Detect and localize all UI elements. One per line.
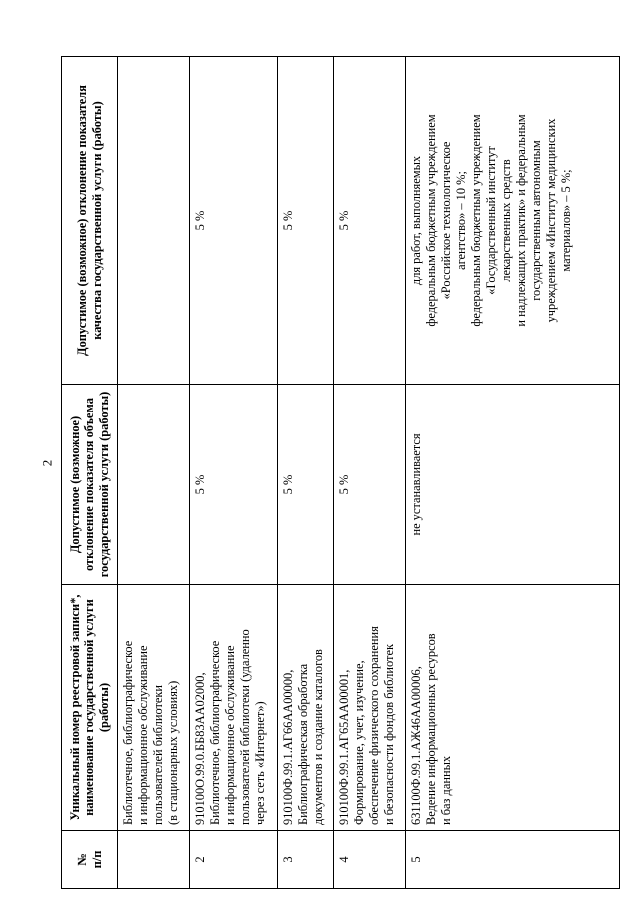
- row-quality: для работ, выполняемых федеральным бюджетным учреждением «Российское технологическое агентство» – 10 %; федеральным бюджетным учреждением «Государственный институт лекарственных средств и надлежащих практик» и федеральным государственным автономным учреждением «Институт медицинских материалов» – 5 %;: [406, 57, 620, 385]
- row-volume: 5 %: [334, 385, 406, 585]
- row-num: 3: [278, 831, 334, 889]
- row-name: 910100Ф.99.1.АГ65АА00001, Формирование, учет, изучение, обеспечение физического сохранения и безопасности фондов библиотек: [334, 585, 406, 831]
- table-row: [278, 57, 334, 889]
- row-num: 4: [334, 831, 406, 889]
- row-quality: 5 %: [334, 57, 406, 385]
- header-quality: Допустимое (возможное) отклонение показателя качества государственной услуги (работы): [62, 57, 118, 385]
- row-volume: не устанавливается: [406, 385, 620, 585]
- table-row: [118, 57, 190, 889]
- row-num: [118, 831, 190, 889]
- deviation-table: [61, 56, 620, 889]
- table-row: [190, 57, 278, 889]
- table-row: [334, 57, 406, 889]
- row-quality: 5 %: [190, 57, 278, 385]
- row-name: 631100Ф.99.1.АЖ46АА00006, Ведение информационных ресурсов и баз данных: [406, 585, 620, 831]
- header-num: № п/п: [62, 831, 118, 889]
- header-name: Уникальный номер реестровой записи*, наименование государственной услуги (работы): [62, 585, 118, 831]
- row-quality: [118, 57, 190, 385]
- row-name: 910100О.99.0.ББ83АА02000, Библиотечное, библиографическое и информационное обслуживание пользователей библиотеки (удаленно через сеть «Интернет»): [190, 585, 278, 831]
- row-volume: [118, 385, 190, 585]
- header-volume: Допустимое (возможное) отклонение показателя объема государственной услуги (работы): [62, 385, 118, 585]
- table-row: [406, 57, 620, 889]
- page-number: 2: [39, 459, 55, 467]
- row-num: 5: [406, 831, 620, 889]
- row-volume: 5 %: [190, 385, 278, 585]
- row-quality: 5 %: [278, 57, 334, 385]
- rotated-table-container: [61, 57, 620, 889]
- row-num: 2: [190, 831, 278, 889]
- row-name: Библиотечное, библиографическое и информационное обслуживание пользователей библиотеки (в стационарных условиях): [118, 585, 190, 831]
- row-name: 910100Ф.99.1.АГ66АА00000, Библиографическая обработка документов и создание каталогов: [278, 585, 334, 831]
- row-volume: 5 %: [278, 385, 334, 585]
- header-row: [62, 57, 118, 889]
